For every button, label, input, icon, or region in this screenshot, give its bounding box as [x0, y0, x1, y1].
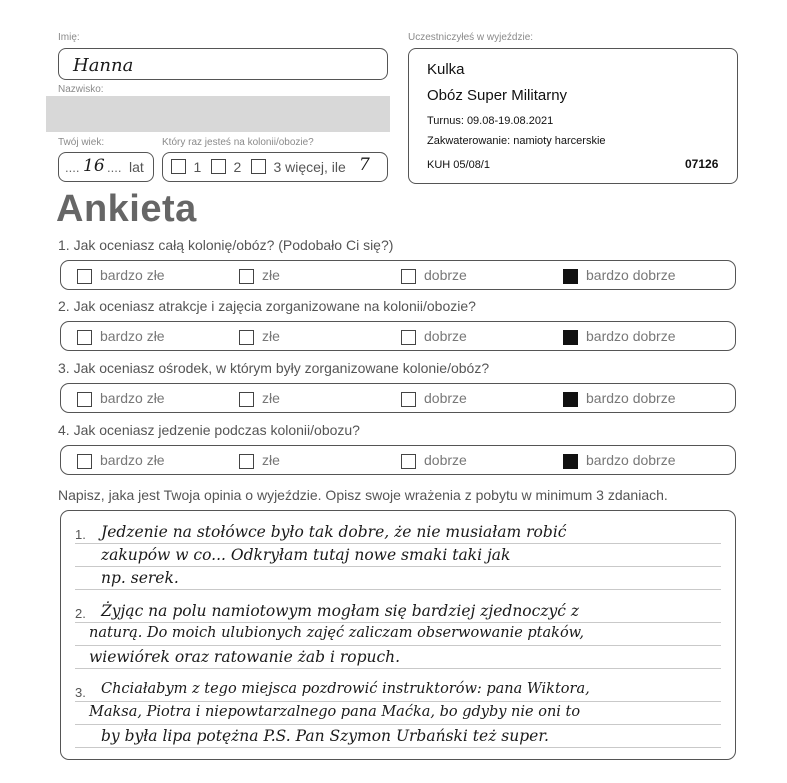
q1-checkbox-zle[interactable]: [239, 269, 254, 284]
q3-option-bardzo-zle[interactable]: [77, 390, 165, 407]
question-1: 1. Jak oceniasz całą kolonię/obóz? (Podobało Ci się?): [58, 237, 394, 253]
essay-number-1: 1.: [75, 527, 86, 542]
wiek-label: Twój wiek:: [58, 137, 105, 148]
wiek-field[interactable]: [58, 152, 154, 182]
q4-option-bardzo-dobrze[interactable]: [563, 452, 676, 469]
q3-checkbox-dobrze[interactable]: [401, 392, 416, 407]
essay-line-4: Żyjąc na polu namiotowym mogłam się bardziej zjednoczyć z: [101, 602, 580, 620]
wiek-dots-after: ....: [107, 160, 122, 175]
q1-option-zle[interactable]: [239, 267, 280, 284]
q4-label-zle: złe: [262, 452, 280, 468]
imie-value: Hanna: [73, 55, 134, 76]
q2-label-bardzo-zle: bardzo złe: [100, 328, 165, 344]
essay-rule: [75, 645, 721, 646]
question-4: 4. Jak oceniasz jedzenie podczas kolonii/obozu?: [58, 422, 360, 438]
essay-rule: [75, 724, 721, 725]
q4-label-bardzo-dobrze: bardzo dobrze: [586, 452, 676, 468]
camp-title: Obóz Super Militarny: [427, 87, 568, 104]
essay-number-2: 2.: [75, 606, 86, 621]
raz-checkbox-3[interactable]: [251, 159, 266, 174]
raz-checkbox-2[interactable]: [211, 159, 226, 174]
raz-option-3[interactable]: [251, 158, 346, 176]
q3-checkbox-bardzo-zle[interactable]: [77, 392, 92, 407]
q2-checkbox-bardzo-zle[interactable]: [77, 330, 92, 345]
essay-line-2: zakupów w co... Odkryłam tutaj nowe smaki taki jak: [101, 546, 511, 564]
q3-checkbox-bardzo-dobrze[interactable]: [563, 392, 578, 407]
q2-option-bardzo-dobrze[interactable]: [563, 328, 676, 345]
q1-label-zle: złe: [262, 267, 280, 283]
q2-label-bardzo-dobrze: bardzo dobrze: [586, 328, 676, 344]
uczestniczyles-label: Uczestniczyłeś w wyjeździe:: [408, 32, 534, 43]
question-3-options: [60, 383, 736, 413]
q1-label-dobrze: dobrze: [424, 267, 467, 283]
nazwisko-label: Nazwisko:: [58, 84, 104, 95]
q1-option-bardzo-dobrze[interactable]: [563, 267, 676, 284]
opinion-textarea[interactable]: [60, 510, 736, 760]
camp-number: 07126: [685, 157, 719, 171]
essay-number-3: 3.: [75, 685, 86, 700]
question-4-options: [60, 445, 736, 475]
q1-option-dobrze[interactable]: [401, 267, 467, 284]
q3-option-dobrze[interactable]: [401, 390, 467, 407]
q3-label-zle: złe: [262, 390, 280, 406]
q3-label-bardzo-zle: bardzo złe: [100, 390, 165, 406]
essay-line-7: Chciałabym z tego miejsca pozdrowić instruktorów: pana Wiktora,: [101, 681, 590, 697]
camp-zakwaterowanie: Zakwaterowanie: namioty harcerskie: [427, 135, 606, 147]
q2-option-zle[interactable]: [239, 328, 280, 345]
essay-line-9: by była lipa potężna P.S. Pan Szymon Urbański też super.: [101, 727, 549, 745]
q4-option-dobrze[interactable]: [401, 452, 467, 469]
q2-label-dobrze: dobrze: [424, 328, 467, 344]
imie-label: Imię:: [58, 32, 80, 43]
question-2: 2. Jak oceniasz atrakcje i zajęcia zorganizowane na kolonii/obozie?: [58, 298, 476, 314]
camp-turnus: Turnus: 09.08-19.08.2021: [427, 115, 554, 127]
raz-option-1-label: 1: [193, 158, 202, 175]
camp-info-box: [408, 48, 738, 184]
essay-rule: [75, 566, 721, 567]
q3-option-bardzo-dobrze[interactable]: [563, 390, 676, 407]
essay-line-8: Maksa, Piotra i niepowtarzalnego pana Maćka, bo gdyby nie oni to: [89, 704, 581, 720]
raz-label: Który raz jesteś na kolonii/obozie?: [162, 137, 314, 148]
q2-label-zle: złe: [262, 328, 280, 344]
raz-option-2-label: 2: [233, 158, 242, 175]
q3-checkbox-zle[interactable]: [239, 392, 254, 407]
wiek-unit: lat: [129, 159, 144, 175]
question-2-options: [60, 321, 736, 351]
q1-checkbox-bardzo-dobrze[interactable]: [563, 269, 578, 284]
q4-option-bardzo-zle[interactable]: [77, 452, 165, 469]
q3-option-zle[interactable]: [239, 390, 280, 407]
raz-value: 7: [359, 155, 370, 175]
essay-line-5: naturą. Do moich ulubionych zajęć zaliczam obserwowanie ptaków,: [89, 625, 584, 641]
essay-line-3: np. serek.: [101, 569, 179, 587]
q3-label-bardzo-dobrze: bardzo dobrze: [586, 390, 676, 406]
camp-code: KUH 05/08/1: [427, 159, 490, 171]
q4-checkbox-zle[interactable]: [239, 454, 254, 469]
q2-option-dobrze[interactable]: [401, 328, 467, 345]
raz-option-3-label: 3 więcej, ile: [273, 158, 346, 175]
q1-checkbox-dobrze[interactable]: [401, 269, 416, 284]
essay-line-6: wiewiórek oraz ratowanie żab i ropuch.: [89, 648, 401, 666]
opinion-instruction: Napisz, jaka jest Twoja opinia o wyjeździe. Opisz swoje wrażenia z pobytu w minimum 3 zdaniach.: [58, 487, 668, 503]
q4-label-dobrze: dobrze: [424, 452, 467, 468]
raz-checkbox-1[interactable]: [171, 159, 186, 174]
q2-checkbox-bardzo-dobrze[interactable]: [563, 330, 578, 345]
essay-rule: [75, 701, 721, 702]
survey-title: Ankieta: [56, 188, 197, 230]
q1-checkbox-bardzo-zle[interactable]: [77, 269, 92, 284]
essay-rule: [75, 747, 721, 748]
q2-checkbox-zle[interactable]: [239, 330, 254, 345]
q2-checkbox-dobrze[interactable]: [401, 330, 416, 345]
essay-rule: [75, 589, 721, 590]
nazwisko-redaction: [46, 96, 390, 132]
q4-checkbox-bardzo-zle[interactable]: [77, 454, 92, 469]
wiek-value: 16: [83, 156, 105, 176]
question-3: 3. Jak oceniasz ośrodek, w którym były zorganizowane kolonie/obóz?: [58, 360, 490, 376]
q1-option-bardzo-zle[interactable]: [77, 267, 165, 284]
question-1-options: [60, 260, 736, 290]
camp-name: Kulka: [427, 61, 465, 78]
q1-label-bardzo-zle: bardzo złe: [100, 267, 165, 283]
q1-label-bardzo-dobrze: bardzo dobrze: [586, 267, 676, 283]
imie-field[interactable]: [58, 48, 388, 80]
essay-line-1: Jedzenie na stołówce było tak dobre, że nie musiałam robić: [101, 523, 567, 541]
q4-checkbox-bardzo-dobrze[interactable]: [563, 454, 578, 469]
q4-option-zle[interactable]: [239, 452, 280, 469]
q3-label-dobrze: dobrze: [424, 390, 467, 406]
essay-rule: [75, 668, 721, 669]
raz-option-2[interactable]: [211, 158, 241, 176]
q4-label-bardzo-zle: bardzo złe: [100, 452, 165, 468]
raz-option-1[interactable]: [171, 158, 201, 176]
wiek-dots: ....: [65, 160, 80, 175]
q4-checkbox-dobrze[interactable]: [401, 454, 416, 469]
essay-rule: [75, 622, 721, 623]
essay-rule: [75, 543, 721, 544]
raz-field: [162, 152, 388, 182]
q2-option-bardzo-zle[interactable]: [77, 328, 165, 345]
